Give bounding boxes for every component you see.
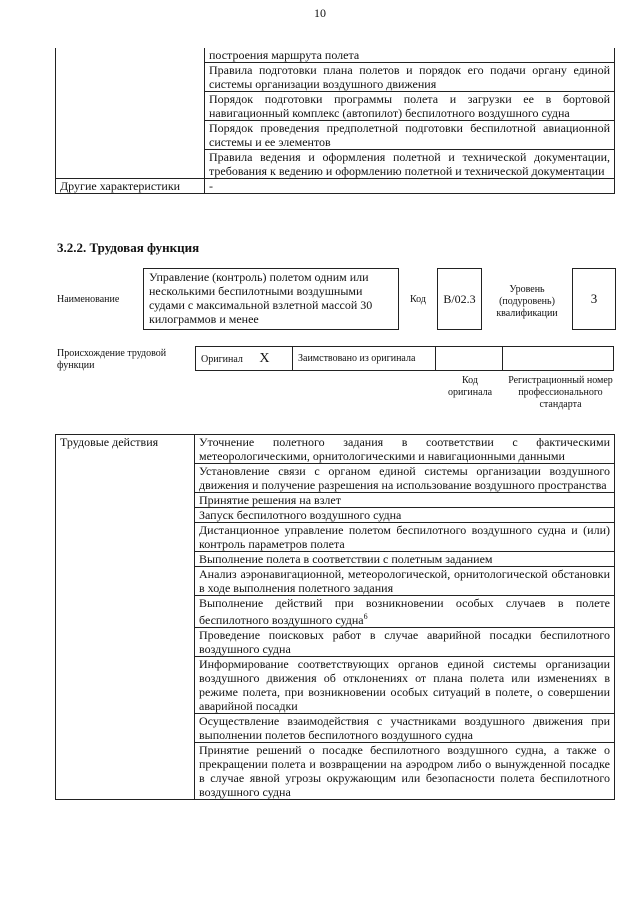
origin-original-cell xyxy=(196,347,293,371)
table-row: Принятие решений о посадке беспилотного воздушного судна, а также о прекращении полета и возвращении на аэродром либо о вынужденной посадке в случае явной угрозы окружающим или безопасности полета беспилотного воздушного судна xyxy=(195,743,615,800)
name-label: Наименование xyxy=(57,294,120,305)
table-row: Запуск беспилотного воздушного судна xyxy=(195,508,615,523)
code-label: Код xyxy=(410,294,426,305)
knowledge-table xyxy=(55,48,615,194)
table-row: Уточнение полетного задания в соответствии с фактическими метеорологическими, орнитологическими и навигационными данными xyxy=(195,435,615,464)
code-original-label: Код оригинала xyxy=(447,375,493,398)
table-row: Анализ аэронавигационной, метеорологической, орнитологической обстановки в ходе выполнения полетного задания xyxy=(195,567,615,596)
table-row: Порядок проведения предполетной подготовки беспилотной авиационной системы и ее элементов xyxy=(205,121,615,150)
page-number: 10 xyxy=(314,6,326,20)
table-label-cell xyxy=(56,48,205,179)
origin-borrowed: Заимствовано из оригинала xyxy=(293,347,436,371)
table-row: Правила подготовки плана полетов и порядок его подачи органу единой системы организации воздушного движения xyxy=(205,63,615,92)
origin-reg-cell xyxy=(503,347,614,371)
table-row: Установление связи с органом единой системы организации воздушного движения и получение разрешения на использование воздушного пространства xyxy=(195,464,615,493)
origin-label: Происхождение трудовой функции xyxy=(57,348,167,371)
table-row: Дистанционное управление полетом беспилотного воздушного судна и (или) контроль параметров полета xyxy=(195,523,615,552)
table-row xyxy=(195,596,615,628)
level-value: 3 xyxy=(572,268,616,330)
origin-mark: X xyxy=(259,350,270,366)
name-value: Управление (контроль) полетом одним или несколькими беспилотными воздушными судами с максимальной взлетной массой 30 килограммов и менее xyxy=(143,268,399,330)
table-row: Порядок подготовки программы полета и загрузки ее в бортовой навигационный комплекс (автопилот) беспилотного воздушного судна xyxy=(205,92,615,121)
table-row: Информирование соответствующих органов единой системы организации воздушного движения об отклонениях от плана полета или изменениях в режиме полета, при возникновении особых ситуаций в полете, о совершении аварийной посадки xyxy=(195,657,615,714)
table-row: Правила ведения и оформления полетной и технической документации, требования к ведению и оформлению полетной и технической документации xyxy=(205,150,615,179)
section-title: 3.2.2. Трудовая функция xyxy=(57,240,200,255)
table-row: Проведение поисковых работ в случае аварийной посадки беспилотного воздушного судна xyxy=(195,628,615,657)
origin-original: Оригинал xyxy=(201,353,243,365)
table-row: Принятие решения на взлет xyxy=(195,493,615,508)
origin-code-cell xyxy=(436,347,503,371)
labor-actions-label: Трудовые действия xyxy=(56,435,195,800)
other-characteristics-value: - xyxy=(205,179,615,194)
code-value: B/02.3 xyxy=(437,268,482,330)
table-row: Осуществление взаимодействия с участниками воздушного движения при выполнении полетов беспилотного воздушного судна xyxy=(195,714,615,743)
row-text: Выполнение действий при возникновении особых случаев в полете беспилотного воздушного судна xyxy=(199,596,610,627)
labor-actions-table xyxy=(55,434,615,800)
level-label: Уровень (подуровень) квалификации xyxy=(496,284,558,319)
table-row: Выполнение полета в соответствии с полетным заданием xyxy=(195,552,615,567)
footnote-mark: 6 xyxy=(363,612,368,621)
table-row: построения маршрута полета xyxy=(205,48,615,63)
other-characteristics-label: Другие характеристики xyxy=(56,179,205,194)
reg-number-label: Регистрационный номер профессионального стандарта xyxy=(508,375,613,410)
origin-table xyxy=(195,346,614,371)
